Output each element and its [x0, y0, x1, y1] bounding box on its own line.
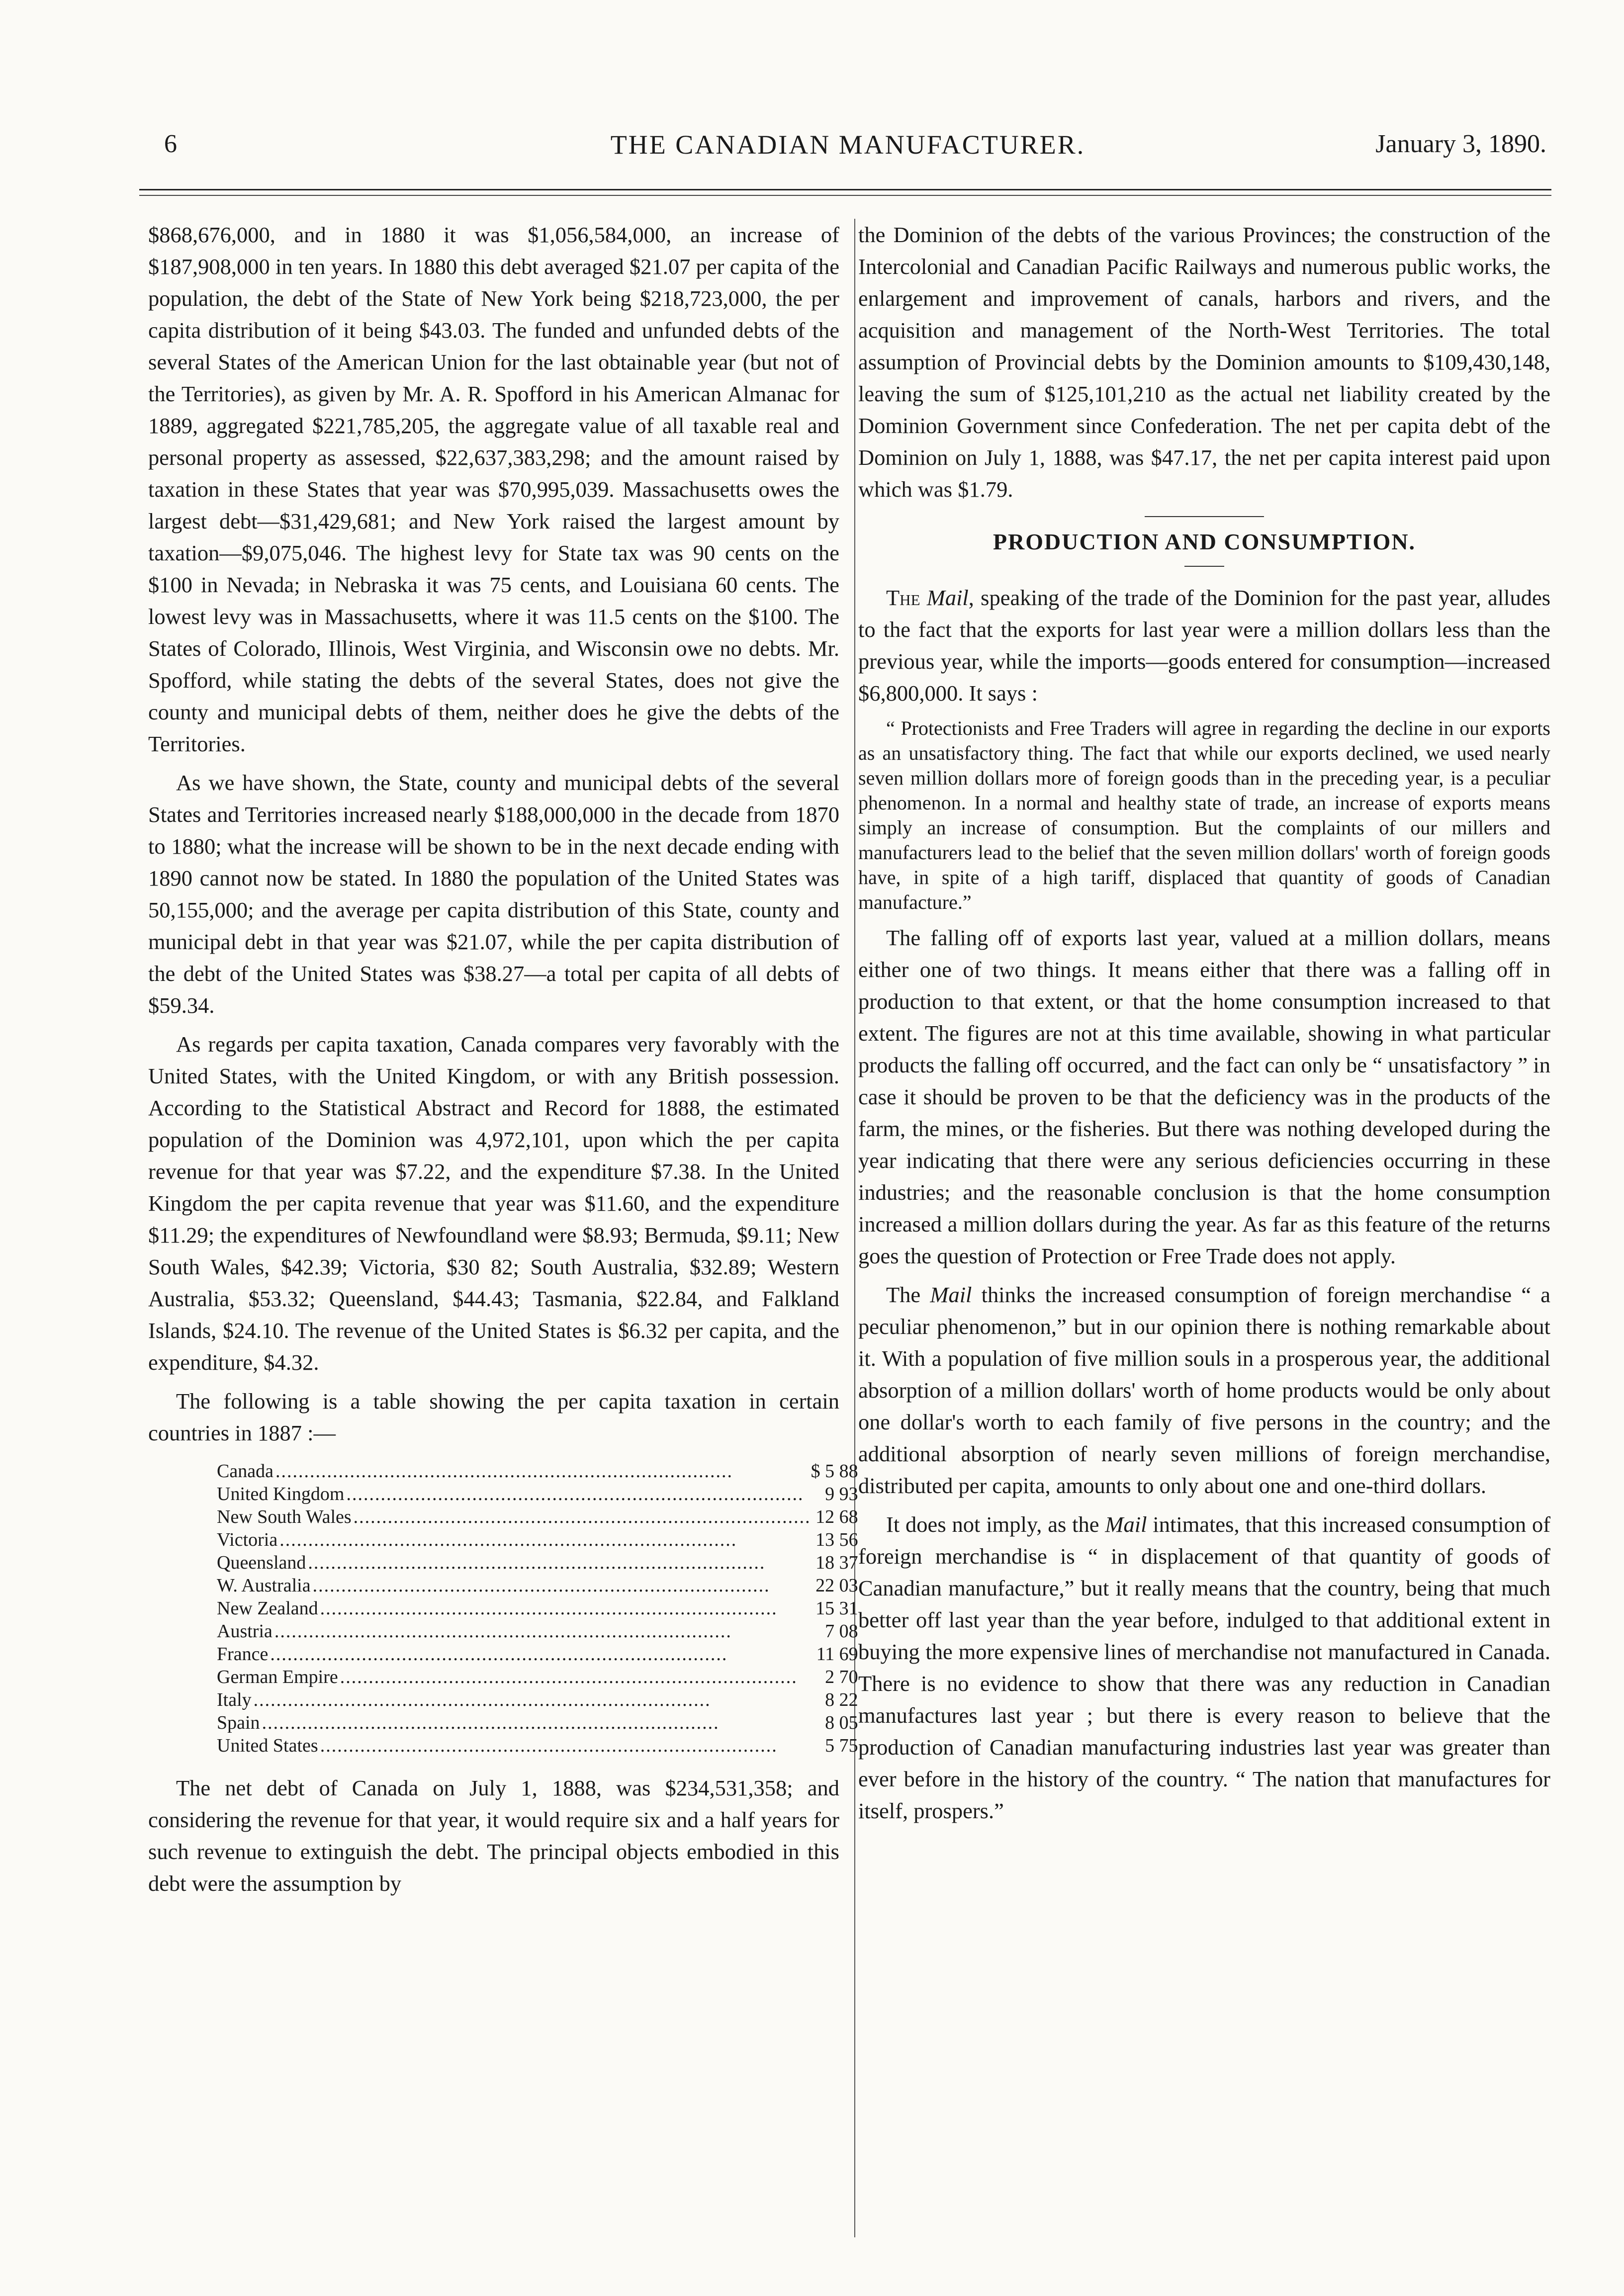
left-paragraph-4: The following is a table showing the per capita taxation in certain countries in 1887 :— — [148, 1389, 839, 1445]
per-capita-taxation-table — [217, 1460, 858, 1757]
country-cell — [217, 1505, 811, 1528]
column-divider — [854, 219, 855, 2237]
table-row — [217, 1574, 858, 1597]
mail-title: Mail — [1105, 1512, 1147, 1537]
lead-word: The — [886, 1282, 921, 1307]
amount-cell: 8 22 — [825, 1689, 858, 1710]
table-row — [217, 1711, 858, 1734]
amount-cell: 12 68 — [815, 1506, 858, 1527]
amount-cell: 15 31 — [815, 1598, 858, 1619]
lead-words: It does not imply, as the — [886, 1512, 1099, 1537]
amount-cell: 13 56 — [815, 1529, 858, 1550]
section-heading: PRODUCTION AND CONSUMPTION. — [992, 529, 1416, 554]
country-name: United Kingdom — [217, 1484, 346, 1504]
leader-dots: ................................................................................ — [274, 1621, 732, 1642]
country-cell — [217, 1528, 811, 1551]
country-name: New Zealand — [217, 1598, 320, 1619]
right-paragraph-1: the Dominion of the debts of the various Provinces; the construction of the Intercolonial and Canadian Pacific Railways and numerous public works, the enlargement and improvement of canals, harbors and rivers, and the acquisition and management of the North-West Territories. The total assumption of Provincial debts by the Dominion amounts to $109,430,148, leaving the sum of $125,101,210 as the actual net liability created by the Dominion Government since Confederation. The net per capita debt of the Dominion on July 1, 1888, was $47.17, the net per capita interest paid upon which was $1.79. — [858, 222, 1550, 502]
section-rule-bottom — [1184, 566, 1224, 567]
table-row — [217, 1505, 858, 1528]
country-cell — [217, 1551, 811, 1574]
left-paragraph-3: As regards per capita taxation, Canada compares very favorably with the United States, with the United Kingdom, or with any British possession. According to the Statistical Abstract and Record for 1888, the estimated population of the Dominion was 4,972,101, upon which the per capita revenue for that year was $7.22, and the expenditure $7.38. In the United Kingdom the per capita revenue that year was $11.60, and the expenditure $11.29; the expenditures of Newfoundland were $8.93; Bermuda, $9.11; New South Wales, $42.39; Victoria, $30 82; South Australia, $32.89; Western Australia, $53.32; Queensland, $44.43; Tasmania, $22.84, and Falkland Islands, $24.10. The revenue of the United States is $6.32 per capita, and the expenditure, $4.32. — [148, 1032, 839, 1375]
leader-dots: ................................................................................ — [320, 1735, 778, 1756]
amount-cell: 22 03 — [815, 1575, 858, 1596]
right-paragraph-4 — [858, 1279, 1550, 1501]
country-cell — [217, 1483, 811, 1505]
right-column — [858, 219, 1550, 1834]
paragraph-text: intimates, that this increased consumption of foreign merchandise is “ in displacement of that quantity of goods of Canadian manufacture,” but it really means that the country, being that much better off last year than the year before, indulged to that additional extent in buying the more expensive lines of merchandise not manufactured in Canada. There is no evidence to show that there was any reduction in Canadian manufactures last year ; but there is every reason to believe that the production of Canadian manufacturing industries last year was greater than ever before in the history of the country. “ The nation that manufactures for itself, prospers.” — [858, 1512, 1551, 1823]
country-name: Queensland — [217, 1552, 308, 1573]
leader-dots: ................................................................................ — [262, 1712, 720, 1733]
left-paragraph-5: The net debt of Canada on July 1, 1888, was $234,531,358; and considering the revenue for that year, it would require six and a half years for such revenue to extinguish the debt. The principal objects embodied in this debt were the assumption by — [148, 1775, 839, 1896]
paragraph-text: , speaking of the trade of the Dominion for the past year, alludes to the fact that the exports for last year were a million dollars less than the previous year, while the imports—goods entered for consumption—increased $6,800,000. It says : — [858, 585, 1551, 706]
amount-cell: 8 05 — [825, 1712, 858, 1733]
country-cell — [217, 1620, 811, 1643]
leader-dots: ................................................................................ — [346, 1484, 804, 1504]
country-cell — [217, 1711, 811, 1734]
table-row — [217, 1620, 858, 1643]
country-name: Spain — [217, 1712, 262, 1733]
country-name: Austria — [217, 1621, 274, 1642]
country-name: Canada — [217, 1461, 275, 1482]
country-name: Victoria — [217, 1529, 279, 1550]
amount-cell: 7 08 — [825, 1621, 858, 1642]
country-cell — [217, 1574, 811, 1597]
table-row — [217, 1688, 858, 1711]
table-row — [217, 1528, 858, 1551]
country-name: France — [217, 1644, 270, 1665]
lead-word: The — [886, 585, 920, 610]
leader-dots: ................................................................................ — [320, 1598, 778, 1619]
country-cell — [217, 1597, 811, 1620]
country-cell — [217, 1666, 811, 1688]
leader-dots: ................................................................................ — [312, 1575, 770, 1596]
leader-dots: ................................................................................ — [279, 1529, 737, 1550]
leader-dots: ................................................................................ — [353, 1506, 811, 1527]
table-row — [217, 1643, 858, 1666]
header-rule-double — [139, 195, 1551, 196]
right-paragraph-5 — [858, 1508, 1550, 1827]
country-name: German Empire — [217, 1667, 340, 1687]
right-paragraph-3: The falling off of exports last year, valued at a million dollars, means either one of two things. It means either that there was a falling off in production to that extent, or that the home consumption increased to that extent. The figures are not at this time available, showing in what particular products the falling off occurred, and the fact can only be “ unsatisfactory ” in case it should be proven to be that the deficiency was in the products of the farm, the mines, or the fisheries. But there was nothing developed during the year indicating that there were any serious deficiencies occurring in these industries; and the reasonable conclusion is that the home consumption increased a million dollars during the year. As far as this feature of the returns goes the question of Protection or Free Trade does not apply. — [858, 925, 1550, 1268]
table-row — [217, 1460, 858, 1483]
mail-title: Mail — [930, 1282, 972, 1307]
page-number: 6 — [164, 130, 177, 158]
amount-cell: 18 37 — [815, 1552, 858, 1573]
country-cell — [217, 1643, 811, 1666]
amount-cell: 9 93 — [825, 1484, 858, 1504]
country-name: W. Australia — [217, 1575, 313, 1596]
table-row — [217, 1597, 858, 1620]
amount-cell: $ 5 88 — [811, 1461, 858, 1482]
country-name: Italy — [217, 1689, 254, 1710]
country-cell — [217, 1734, 811, 1757]
paragraph-text: thinks the increased consumption of foreign merchandise “ a peculiar phenomenon,” but in our opinion there is nothing remarkable about it. With a population of five million souls in a prosperous year, the additional absorption of a million dollars' worth of home products would be only about one dollar's worth to each family of five persons in the country; and the additional absorption of nearly seven millions of foreign merchandise, distributed per capita, amounts to only about one and one-third dollars. — [858, 1282, 1551, 1498]
country-name: New South Wales — [217, 1506, 354, 1527]
table-row — [217, 1551, 858, 1574]
section-rule-top — [1145, 516, 1264, 517]
country-cell — [217, 1460, 811, 1483]
mail-title: Mail — [926, 585, 969, 610]
table-row — [217, 1734, 858, 1757]
right-paragraph-2 — [858, 582, 1550, 709]
leader-dots: ................................................................................ — [308, 1552, 766, 1573]
amount-cell: 2 70 — [825, 1667, 858, 1687]
leader-dots: ................................................................................ — [270, 1644, 728, 1665]
leader-dots: ................................................................................ — [340, 1667, 798, 1687]
left-column — [148, 219, 858, 1906]
issue-date: January 3, 1890. — [1375, 130, 1546, 158]
amount-cell: 11 69 — [816, 1644, 858, 1665]
header-rule — [139, 189, 1551, 190]
left-paragraph-2: As we have shown, the State, county and municipal debts of the several States and Territories increased nearly $188,000,000 in the decade from 1870 to 1880; what the increase will be shown to be in the next decade ending with 1890 cannot now be stated. In 1880 the population of the United States was 50,155,000; and the average per capita distribution of this State, county and municipal debt in that year was $21.07, while the per capita distribution of the debt of the United States was $38.27—a total per capita of all debts of $59.34. — [148, 770, 839, 1018]
country-cell — [217, 1688, 811, 1711]
left-paragraph-1: $868,676,000, and in 1880 it was $1,056,584,000, an increase of $187,908,000 in ten years. In 1880 this debt averaged $21.07 per capita of the population, the debt of the State of New York being $218,723,000, the per capita distribution of it being $43.03. The funded and unfunded debts of the several States of the American Union for the last obtainable year (but not of the Territories), as given by Mr. A. R. Spofford in his American Almanac for 1889, aggregated $221,785,205, the aggregate value of all taxable real and personal property as assessed, $22,637,383,298; and the amount raised by taxation in these States that year was $70,995,039. Massachusetts owes the largest debt—$31,429,681; and New York raised the largest amount by taxation—$9,075,046. The highest levy for State tax was 90 cents on the $100 in Nevada; in Nebraska it was 75 cents, and Louisiana 60 cents. The lowest levy was in Massachusetts, where it was 11.5 cents on the $100. The States of Colorado, Illinois, West Virginia, and Wisconsin owe no debts. Mr. Spofford, while stating the debts of the several States, does not give the county and municipal debts of them, neither does he give the debts of the Territories. — [148, 222, 839, 756]
page-header — [144, 119, 1551, 174]
quoted-passage: “ Protectionists and Free Traders will agree in regarding the decline in our exports as an unsatisfactory thing. The fact that while our exports declined, we used nearly seven million dollars more of foreign goods than in the preceding year, is a peculiar phenomenon. In a normal and healthy state of trade, an increase of exports means simply an increase of consumption. But the complaints of our millers and manufacturers lead to the belief that the seven million dollars' worth of foreign goods have, in spite of a high tariff, displaced that quantity of goods of Canadian manufacture.” — [858, 717, 1550, 913]
table-row — [217, 1666, 858, 1688]
amount-cell: 5 75 — [825, 1735, 858, 1756]
country-name: United States — [217, 1735, 320, 1756]
journal-title: THE CANADIAN MANUFACTURER. — [610, 130, 1085, 160]
table-row — [217, 1483, 858, 1505]
leader-dots: ................................................................................ — [275, 1461, 733, 1482]
leader-dots: ................................................................................ — [253, 1689, 711, 1710]
